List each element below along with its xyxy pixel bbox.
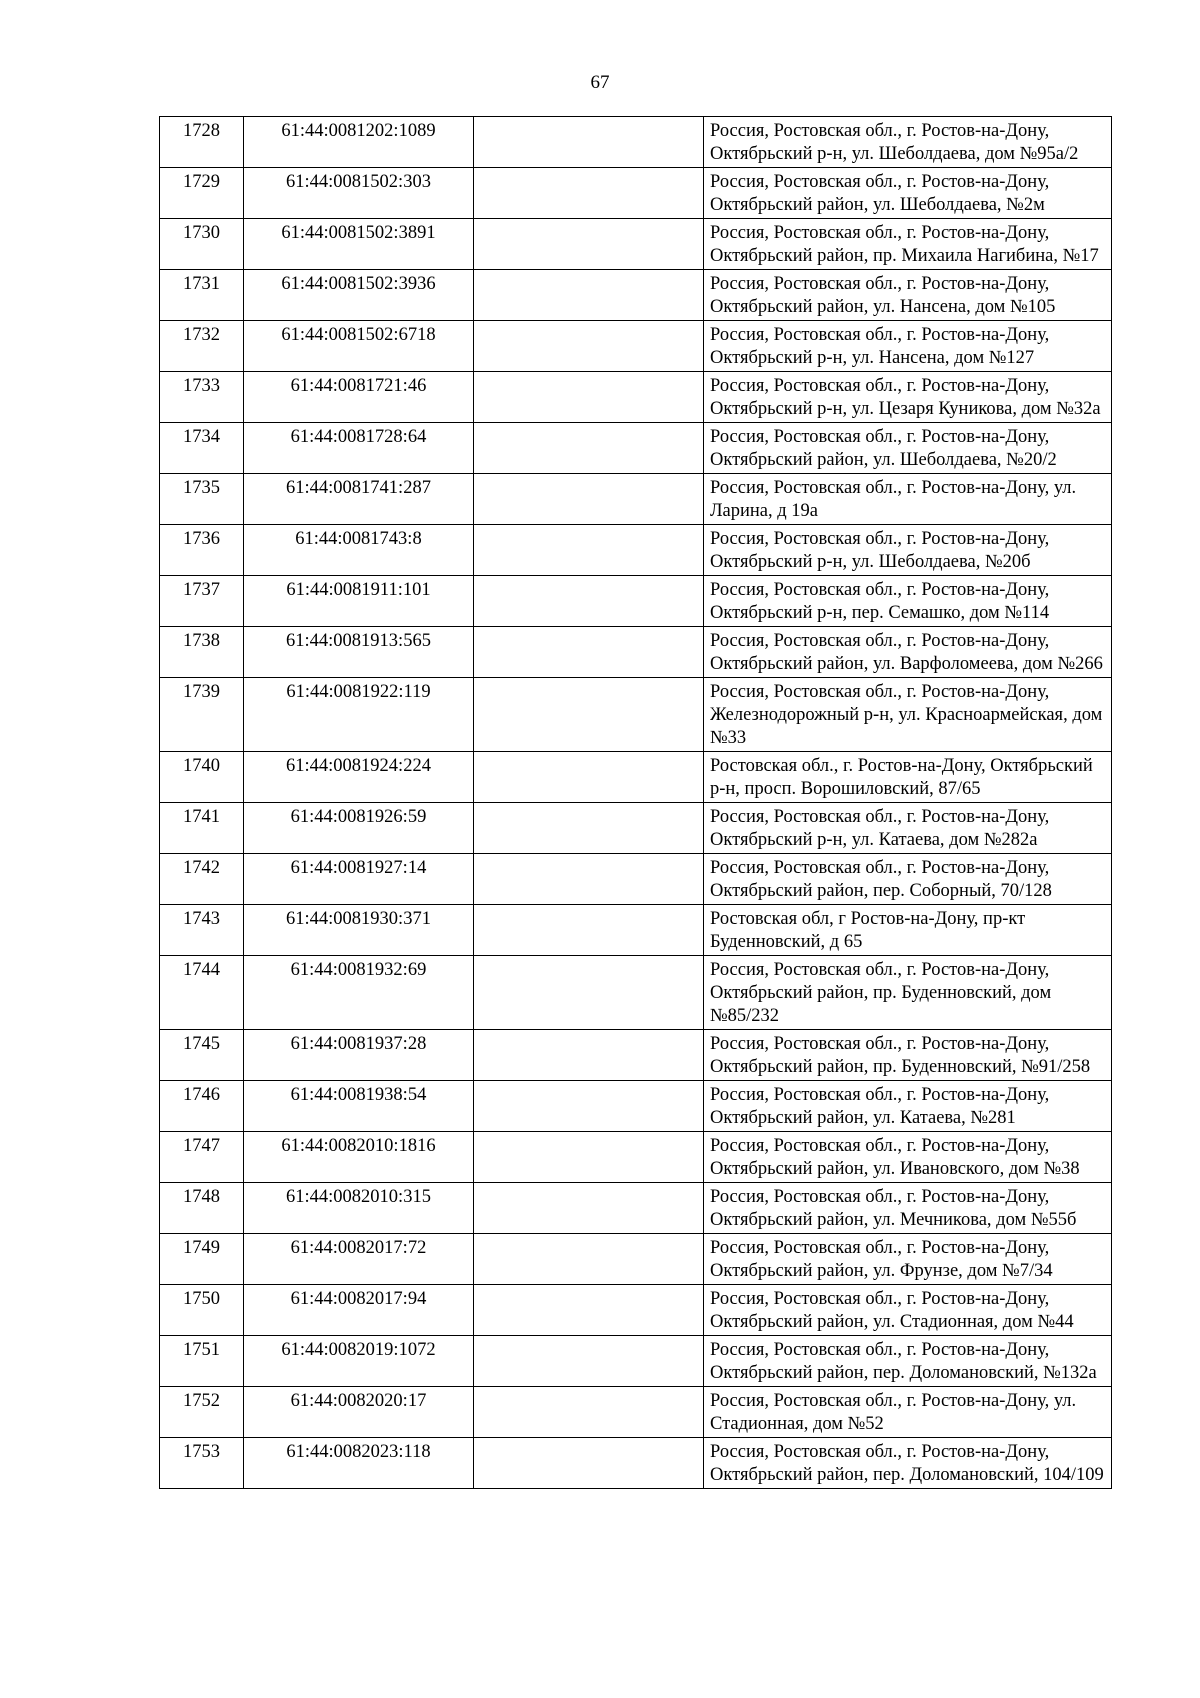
empty-cell — [474, 525, 704, 576]
row-number-cell: 1734 — [160, 423, 244, 474]
empty-cell — [474, 1438, 704, 1489]
cadastral-number-cell: 61:44:0081728:64 — [244, 423, 474, 474]
cadastral-number-cell: 61:44:0081502:3936 — [244, 270, 474, 321]
row-number-cell: 1753 — [160, 1438, 244, 1489]
address-cell: Ростовская обл, г Ростов-на-Дону, пр-кт Буденновский, д 65 — [704, 905, 1112, 956]
empty-cell — [474, 1183, 704, 1234]
row-number-cell: 1747 — [160, 1132, 244, 1183]
row-number-cell: 1749 — [160, 1234, 244, 1285]
row-number-cell: 1732 — [160, 321, 244, 372]
empty-cell — [474, 372, 704, 423]
cadastral-number-cell: 61:44:0081743:8 — [244, 525, 474, 576]
cadastral-number-cell: 61:44:0081502:3891 — [244, 219, 474, 270]
cadastral-number-cell: 61:44:0081932:69 — [244, 956, 474, 1030]
cadastral-number-cell: 61:44:0081937:28 — [244, 1030, 474, 1081]
table-row — [160, 525, 1112, 576]
table-row — [160, 168, 1112, 219]
cadastral-number-cell: 61:44:0081913:565 — [244, 627, 474, 678]
table-row — [160, 905, 1112, 956]
row-number-cell: 1744 — [160, 956, 244, 1030]
empty-cell — [474, 270, 704, 321]
address-cell: Россия, Ростовская обл., г. Ростов-на-Дону, Октябрьский р-н, ул. Нансена, дом №127 — [704, 321, 1112, 372]
table-row — [160, 1336, 1112, 1387]
table-row — [160, 576, 1112, 627]
row-number-cell: 1739 — [160, 678, 244, 752]
address-cell: Россия, Ростовская обл., г. Ростов-на-Дону, Октябрьский район, ул. Шеболдаева, №20/2 — [704, 423, 1112, 474]
address-cell: Россия, Ростовская обл., г. Ростов-на-Дону, Октябрьский р-н, ул. Шеболдаева, №20б — [704, 525, 1112, 576]
row-number-cell: 1748 — [160, 1183, 244, 1234]
cadastral-number-cell: 61:44:0082023:118 — [244, 1438, 474, 1489]
cadastral-number-cell: 61:44:0081922:119 — [244, 678, 474, 752]
cadastral-number-cell: 61:44:0081938:54 — [244, 1081, 474, 1132]
cadastral-number-cell: 61:44:0081721:46 — [244, 372, 474, 423]
address-cell: Россия, Ростовская обл., г. Ростов-на-Дону, Октябрьский район, ул. Варфоломеева, дом №266 — [704, 627, 1112, 678]
row-number-cell: 1743 — [160, 905, 244, 956]
table-row — [160, 956, 1112, 1030]
table-row — [160, 1132, 1112, 1183]
empty-cell — [474, 627, 704, 678]
empty-cell — [474, 117, 704, 168]
empty-cell — [474, 1336, 704, 1387]
cadastral-number-cell: 61:44:0081202:1089 — [244, 117, 474, 168]
table-row — [160, 1234, 1112, 1285]
table-row — [160, 627, 1112, 678]
address-cell: Россия, Ростовская обл., г. Ростов-на-Дону, Октябрьский р-н, ул. Цезаря Куникова, дом №32а — [704, 372, 1112, 423]
row-number-cell: 1736 — [160, 525, 244, 576]
row-number-cell: 1746 — [160, 1081, 244, 1132]
table-row — [160, 270, 1112, 321]
address-cell: Россия, Ростовская обл., г. Ростов-на-Дону, Октябрьский р-н, пер. Семашко, дом №114 — [704, 576, 1112, 627]
cadastral-number-cell: 61:44:0081926:59 — [244, 803, 474, 854]
row-number-cell: 1741 — [160, 803, 244, 854]
table-row — [160, 1285, 1112, 1336]
cadastral-number-cell: 61:44:0082010:315 — [244, 1183, 474, 1234]
table-row — [160, 1030, 1112, 1081]
address-cell: Россия, Ростовская обл., г. Ростов-на-Дону, Октябрьский район, ул. Ивановского, дом №38 — [704, 1132, 1112, 1183]
address-cell: Россия, Ростовская обл., г. Ростов-на-Дону, Октябрьский район, ул. Мечникова, дом №55б — [704, 1183, 1112, 1234]
empty-cell — [474, 168, 704, 219]
row-number-cell: 1730 — [160, 219, 244, 270]
cadastral-number-cell: 61:44:0081911:101 — [244, 576, 474, 627]
table-row — [160, 219, 1112, 270]
empty-cell — [474, 854, 704, 905]
registry-table-body — [160, 117, 1112, 1489]
table-row — [160, 678, 1112, 752]
table-row — [160, 752, 1112, 803]
row-number-cell: 1750 — [160, 1285, 244, 1336]
cadastral-number-cell: 61:44:0081502:303 — [244, 168, 474, 219]
cadastral-number-cell: 61:44:0082010:1816 — [244, 1132, 474, 1183]
row-number-cell: 1733 — [160, 372, 244, 423]
address-cell: Россия, Ростовская обл., г. Ростов-на-Дону, Октябрьский район, пер. Соборный, 70/128 — [704, 854, 1112, 905]
address-cell: Россия, Ростовская обл., г. Ростов-на-Дону, Октябрьский район, ул. Фрунзе, дом №7/34 — [704, 1234, 1112, 1285]
row-number-cell: 1751 — [160, 1336, 244, 1387]
row-number-cell: 1731 — [160, 270, 244, 321]
table-row — [160, 1183, 1112, 1234]
empty-cell — [474, 576, 704, 627]
page-number: 67 — [590, 72, 610, 93]
table-row — [160, 1081, 1112, 1132]
cadastral-number-cell: 61:44:0082020:17 — [244, 1387, 474, 1438]
empty-cell — [474, 474, 704, 525]
row-number-cell: 1738 — [160, 627, 244, 678]
cadastral-number-cell: 61:44:0081502:6718 — [244, 321, 474, 372]
table-row — [160, 321, 1112, 372]
registry-table — [159, 116, 1112, 1489]
row-number-cell: 1742 — [160, 854, 244, 905]
address-cell: Россия, Ростовская обл., г. Ростов-на-Дону, Октябрьский район, пр. Буденновский, №91/258 — [704, 1030, 1112, 1081]
empty-cell — [474, 803, 704, 854]
empty-cell — [474, 905, 704, 956]
row-number-cell: 1729 — [160, 168, 244, 219]
cadastral-number-cell: 61:44:0081741:287 — [244, 474, 474, 525]
row-number-cell: 1728 — [160, 117, 244, 168]
empty-cell — [474, 1081, 704, 1132]
address-cell: Россия, Ростовская обл., г. Ростов-на-Дону, Железнодорожный р-н, ул. Красноармейская, дом №33 — [704, 678, 1112, 752]
cadastral-number-cell: 61:44:0082017:94 — [244, 1285, 474, 1336]
address-cell: Россия, Ростовская обл., г. Ростов-на-Дону, Октябрьский район, пер. Доломановский, 104/109 — [704, 1438, 1112, 1489]
address-cell: Россия, Ростовская обл., г. Ростов-на-Дону, Октябрьский р-н, ул. Катаева, дом №282а — [704, 803, 1112, 854]
table-row — [160, 474, 1112, 525]
address-cell: Россия, Ростовская обл., г. Ростов-на-Дону, Октябрьский район, пр. Буденновский, дом №85/232 — [704, 956, 1112, 1030]
address-cell: Россия, Ростовская обл., г. Ростов-на-Дону, Октябрьский район, ул. Нансена, дом №105 — [704, 270, 1112, 321]
row-number-cell: 1735 — [160, 474, 244, 525]
empty-cell — [474, 219, 704, 270]
table-row — [160, 372, 1112, 423]
cadastral-number-cell: 61:44:0082017:72 — [244, 1234, 474, 1285]
cadastral-number-cell: 61:44:0082019:1072 — [244, 1336, 474, 1387]
empty-cell — [474, 752, 704, 803]
address-cell: Россия, Ростовская обл., г. Ростов-на-Дону, Октябрьский район, пр. Михаила Нагибина, №17 — [704, 219, 1112, 270]
table-row — [160, 803, 1112, 854]
empty-cell — [474, 423, 704, 474]
address-cell: Россия, Ростовская обл., г. Ростов-на-Дону, ул. Ларина, д 19а — [704, 474, 1112, 525]
row-number-cell: 1752 — [160, 1387, 244, 1438]
table-row — [160, 423, 1112, 474]
cadastral-number-cell: 61:44:0081930:371 — [244, 905, 474, 956]
table-row — [160, 1387, 1112, 1438]
cadastral-number-cell: 61:44:0081924:224 — [244, 752, 474, 803]
empty-cell — [474, 1285, 704, 1336]
address-cell: Россия, Ростовская обл., г. Ростов-на-Дону, Октябрьский район, ул. Стадионная, дом №44 — [704, 1285, 1112, 1336]
empty-cell — [474, 678, 704, 752]
cadastral-number-cell: 61:44:0081927:14 — [244, 854, 474, 905]
empty-cell — [474, 1387, 704, 1438]
table-row — [160, 1438, 1112, 1489]
table-row — [160, 854, 1112, 905]
row-number-cell: 1745 — [160, 1030, 244, 1081]
empty-cell — [474, 1234, 704, 1285]
address-cell: Россия, Ростовская обл., г. Ростов-на-Дону, Октябрьский район, пер. Доломановский, №132а — [704, 1336, 1112, 1387]
address-cell: Ростовская обл., г. Ростов-на-Дону, Октябрьский р-н, просп. Ворошиловский, 87/65 — [704, 752, 1112, 803]
table-row — [160, 117, 1112, 168]
empty-cell — [474, 1030, 704, 1081]
empty-cell — [474, 956, 704, 1030]
address-cell: Россия, Ростовская обл., г. Ростов-на-Дону, Октябрьский район, ул. Катаева, №281 — [704, 1081, 1112, 1132]
row-number-cell: 1740 — [160, 752, 244, 803]
empty-cell — [474, 321, 704, 372]
address-cell: Россия, Ростовская обл., г. Ростов-на-Дону, Октябрьский р-н, ул. Шеболдаева, дом №95а/2 — [704, 117, 1112, 168]
empty-cell — [474, 1132, 704, 1183]
address-cell: Россия, Ростовская обл., г. Ростов-на-Дону, Октябрьский район, ул. Шеболдаева, №2м — [704, 168, 1112, 219]
address-cell: Россия, Ростовская обл., г. Ростов-на-Дону, ул. Стадионная, дом №52 — [704, 1387, 1112, 1438]
row-number-cell: 1737 — [160, 576, 244, 627]
